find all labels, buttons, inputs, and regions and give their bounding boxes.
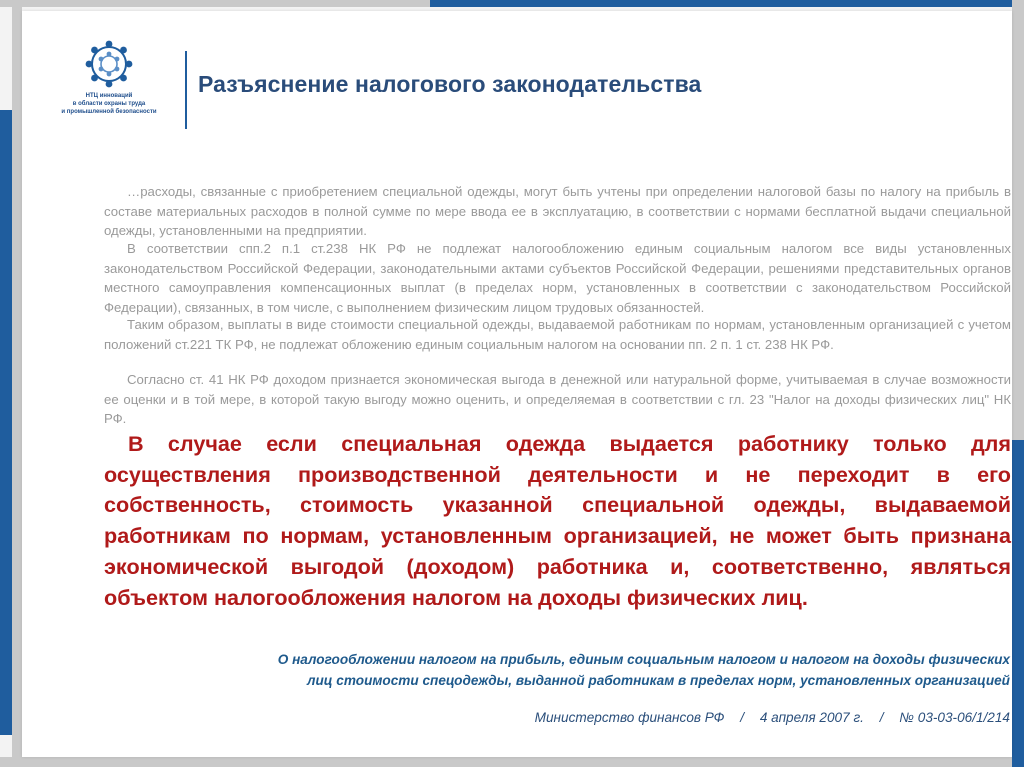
body-paragraph-3: Таким образом, выплаты в виде стоимости специальной одежды, выдаваемой работникам по нормам, установленным организацией с учетом положений ст.221 ТК РФ, не подлежат обложению единым социальным налогом на основании пп. 2 п. 1 ст. 238 НК РФ. <box>104 317 1011 352</box>
logo-line: и промышленной безопасности <box>61 109 157 115</box>
body-paragraph-4: Согласно ст. 41 НК РФ доходом признается экономическая выгода в денежной или натуральной форме, учитываемая в случае возможности ее оценки и в той мере, в которой такую выгоду можно оценить, и определяемая в соответствии с гл. 23 "Налог на доходы физических лиц" НК РФ. <box>104 372 1011 427</box>
source-separator: / <box>879 710 884 725</box>
slide <box>22 11 1012 757</box>
source-document-title <box>104 649 1010 691</box>
body-paragraph-1: …расходы, связанные с приобретением специальной одежды, могут быть учтены при определении налоговой базы по налогу на прибыль в составе материальных расходов в полной сумме по мере ввода ее в эксплуатацию, в соответствии с нормами бесплатной выдачи специальной одежды, установленными на предприятии. <box>104 184 1011 239</box>
source-reference <box>104 710 1010 725</box>
logo-line: НТЦ инноваций <box>85 93 133 99</box>
source-title-line-1: О налогообложении налогом на прибыль, единым социальным налогом и налогом на доходы физических <box>277 652 1010 667</box>
source-title-line-2: лиц стоимости спецодежды, выданной работникам в пределах норм, установленных организацией <box>306 673 1010 688</box>
highlight-paragraph: В случае если специальная одежда выдается работнику только для осуществления производственной деятельности и не переходит в его собственность, стоимость указанной специальной одежды, выдаваемой работникам по нормам, установленным организацией, не может быть признана экономической выгодой (доходом) работника и, соответственно, являться объектом налогообложения налогом на доходы физических лиц. <box>104 431 1011 610</box>
frame-gray-right <box>1012 0 1024 440</box>
frame-gray-bottom <box>0 757 1012 767</box>
company-logo <box>50 38 168 116</box>
page-title: Разъяснение налогового законодательства <box>198 71 702 97</box>
source-separator: / <box>740 710 745 725</box>
body-paragraph-2: В соответствии спп.2 п.1 ст.238 НК РФ не подлежат налогообложению единым социальным налогом все виды установленных законодательством Российской Федерации, законодательными актами субъектов Российской Федерации, решениями представительных органов местного самоуправления компенсационных выплат (в пределах норм, установленных в соответствии с законодательством Российской Федерации), связанных, в том числе, с выполнением физическим лицом трудовых обязанностей. <box>104 241 1011 316</box>
header-divider <box>185 51 187 129</box>
frame-gray-left <box>12 0 22 767</box>
logo-caption <box>50 92 168 116</box>
source-authority: Министерство финансов РФ <box>534 710 725 725</box>
logo-emblem-icon <box>82 38 136 90</box>
frame-gray-top <box>0 0 430 7</box>
source-number: № 03-03-06/1/214 <box>899 710 1010 725</box>
source-date: 4 апреля 2007 г. <box>759 710 864 725</box>
logo-line: в области охраны труда <box>72 101 146 107</box>
